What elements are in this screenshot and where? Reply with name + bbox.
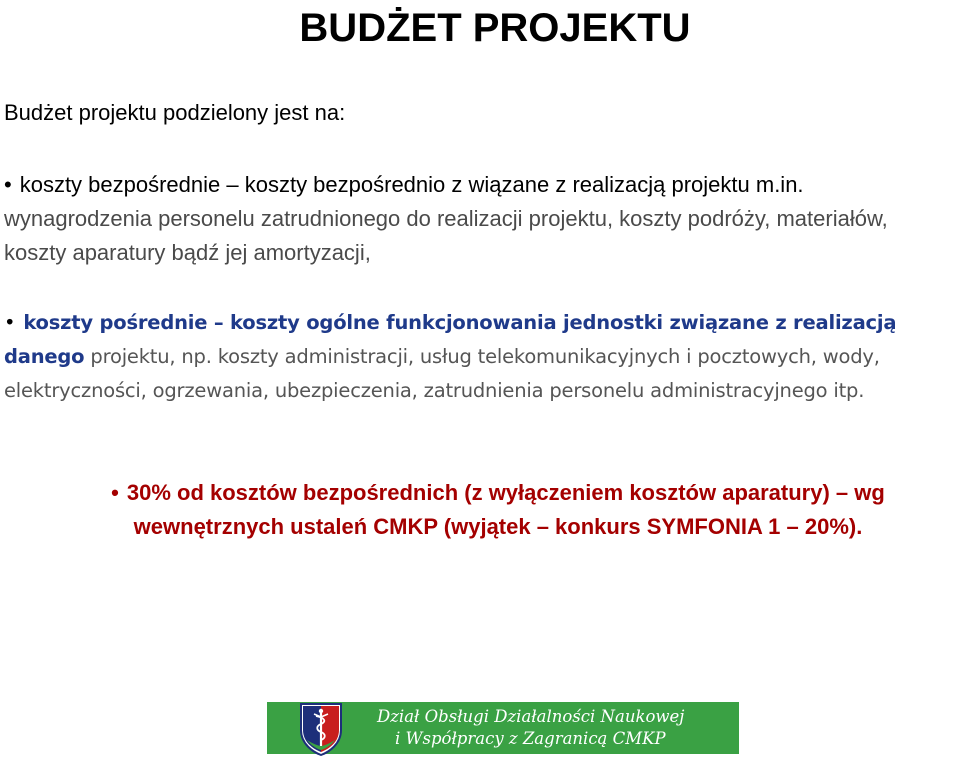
bullet: • (4, 172, 12, 197)
indirect-costs-lead: koszty pośrednie – koszty ogólne funkcjonowania jednostki związane z realizacją danego (4, 311, 897, 368)
direct-costs-lead: koszty bezpośrednie – koszty bezpośrednio z wiązane z realizacją projektu m.in. (19, 172, 804, 197)
list-item-overhead-rate (48, 476, 948, 544)
direct-costs-description: wynagrodzenia personelu zatrudnionego do realizacji projektu, koszty podróży, materiałów, koszty aparatury bądź jej amortyzacji, (4, 206, 888, 265)
bullet: • (111, 480, 119, 505)
list-item-direct-costs (4, 168, 954, 270)
bullet: • (4, 311, 16, 334)
org-line-2: i Współpracy z Zagranicą CMKP (395, 729, 666, 748)
overhead-rate-text: 30% od kosztów bezpośrednich (z wyłączeniem kosztów aparatury) – wg wewnętrznych ustaleń CMKP (wyjątek – konkurs SYMFONIA 1 – 20%). (126, 480, 885, 539)
list-item-indirect-costs (4, 306, 954, 408)
caduceus-shield-logo-icon (299, 702, 343, 756)
org-line-1: Dział Obsługi Działalności Naukowej (377, 707, 685, 726)
indirect-costs-description: projektu, np. koszty administracji, usług telekomunikacyjnych i pocztowych, wody, elektryczności, ogrzewania, ubezpieczenia, zatrudnienia personelu administracyjnego itp. (4, 345, 880, 402)
organization-name (377, 706, 729, 750)
footer-banner (267, 702, 739, 754)
page-title: BUDŻET PROJEKTU (299, 6, 691, 50)
intro-text: Budżet projektu podzielony jest na: (4, 100, 346, 125)
